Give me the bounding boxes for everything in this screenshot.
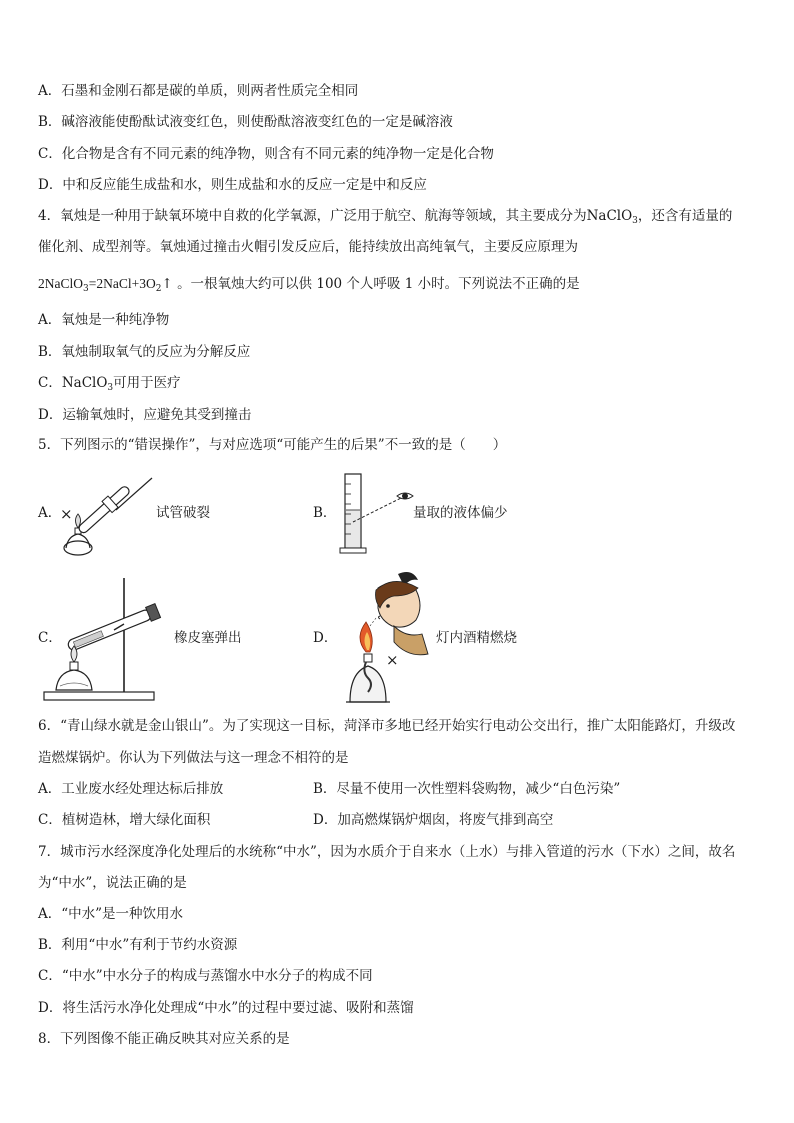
iron-stand-heating-illustration: [36, 572, 186, 704]
q4-equation-sub1: 3: [83, 284, 89, 294]
q4-option-b: B．氧烛制取氧气的反应为分解反应: [38, 344, 251, 360]
gas-arrow-icon: ↑: [161, 276, 173, 292]
q7-stem-line1: 7．城市污水经深度净化处理后的水统称“中水”，因为水质介于自来水（上水）与排入管道的污水（下水）之间，故名: [38, 844, 736, 860]
q3-option-c: C．化合物是含有不同元素的纯净物，则含有不同元素的纯净物一定是化合物: [38, 146, 494, 162]
q5-label-b: B．: [313, 505, 337, 521]
q4-option-c-label: C．NaClO: [38, 375, 108, 391]
q6-stem-line2: 造燃煤锅炉。你认为下列做法与这一理念不相符的是: [38, 750, 349, 766]
q4-stem-line1: [38, 206, 732, 226]
q4-stem-line1-text: 4．氧烛是一种用于缺氧环境中自救的化学氧源，广泛用于航空、航海等领域，其主要成分为NaClO: [38, 208, 633, 224]
q6-option-d: D．加高燃煤锅炉烟囱，将废气排到高空: [313, 812, 554, 828]
q6-option-c: C．植树造林，增大绿化面积: [38, 812, 211, 828]
q6-stem-line1: 6．“青山绿水就是金山银山”。为了实现这一目标，菏泽市多地已经开始实行电动公交出行，推广太阳能路灯，升级改: [38, 718, 736, 734]
q3-option-d: D．中和反应能生成盐和水，则生成盐和水的反应一定是中和反应: [38, 177, 427, 193]
q4-equation-reactant: 2NaClO: [38, 276, 83, 291]
q4-stem-line2: 催化剂、成型剂等。氧烛通过撞击火帽引发反应后，能持续放出高纯氧气，主要反应原理为: [38, 239, 578, 255]
q3-option-b: B．碱溶液能使酚酞试液变红色，则使酚酞溶液变红色的一定是碱溶液: [38, 114, 453, 130]
q5-caption-a: 试管破裂: [156, 505, 210, 521]
q5-label-a: A．: [38, 505, 62, 521]
q4-subscript: 3: [632, 216, 638, 226]
q7-option-a: A．“中水”是一种饮用水: [38, 906, 184, 922]
q6-option-a: A．工业废水经处理达标后排放: [38, 781, 224, 797]
q5-stem: 5．下列图示的“错误操作”，与对应选项“可能产生的后果”不一致的是（ ）: [38, 437, 507, 453]
q4-stem-line1-end: ，还含有适量的: [637, 208, 733, 224]
q7-option-b: B．利用“中水”有利于节约水资源: [38, 937, 238, 953]
q4-equation-line: [38, 274, 580, 294]
q7-option-d: D．将生活污水净化处理成“中水”的过程中要过滤、吸附和蒸馏: [38, 1000, 414, 1016]
q4-stem-line3: 。一根氧烛大约可以供 100 个人呼吸 1 小时。下列说法不正确的是: [177, 276, 580, 292]
test-tube-heating-illustration: [58, 470, 158, 560]
q7-option-c: C．“中水”中水分子的构成与蒸馏水中水分子的构成不同: [38, 968, 373, 984]
q3-option-a: A．石墨和金刚石都是碳的单质，则两者性质完全相同: [38, 83, 359, 99]
q4-equation-sub2: 2: [155, 284, 162, 294]
q8-stem: 8．下列图像不能正确反映其对应关系的是: [38, 1031, 290, 1047]
q4-option-a: A．氧烛是一种纯净物: [38, 312, 170, 328]
q4-option-c-sub: 3: [107, 383, 114, 393]
q4-option-c: [38, 373, 181, 393]
cross-mark-a: ×: [60, 505, 73, 523]
q6-option-b: B．尽量不使用一次性塑料袋购物，减少“白色污染”: [313, 781, 621, 797]
cross-mark-d: ×: [386, 651, 399, 669]
q5-caption-d: 灯内酒精燃烧: [436, 630, 517, 646]
q4-option-d: D．运输氧烛时，应避免其受到撞击: [38, 407, 252, 423]
q5-label-d: D．: [313, 630, 338, 646]
q5-caption-c: 橡皮塞弹出: [174, 630, 242, 646]
blowing-out-alcohol-lamp-illustration: [336, 568, 432, 708]
graduated-cylinder-illustration: [335, 470, 425, 556]
q7-stem-line2: 为“中水”，说法正确的是: [38, 875, 187, 891]
q4-option-c-text: 可用于医疗: [113, 375, 181, 391]
q4-equation-products: =2NaCl+3O: [88, 276, 156, 291]
q5-caption-b: 量取的液体偏少: [413, 505, 508, 521]
q5-label-c: C．: [38, 630, 62, 646]
